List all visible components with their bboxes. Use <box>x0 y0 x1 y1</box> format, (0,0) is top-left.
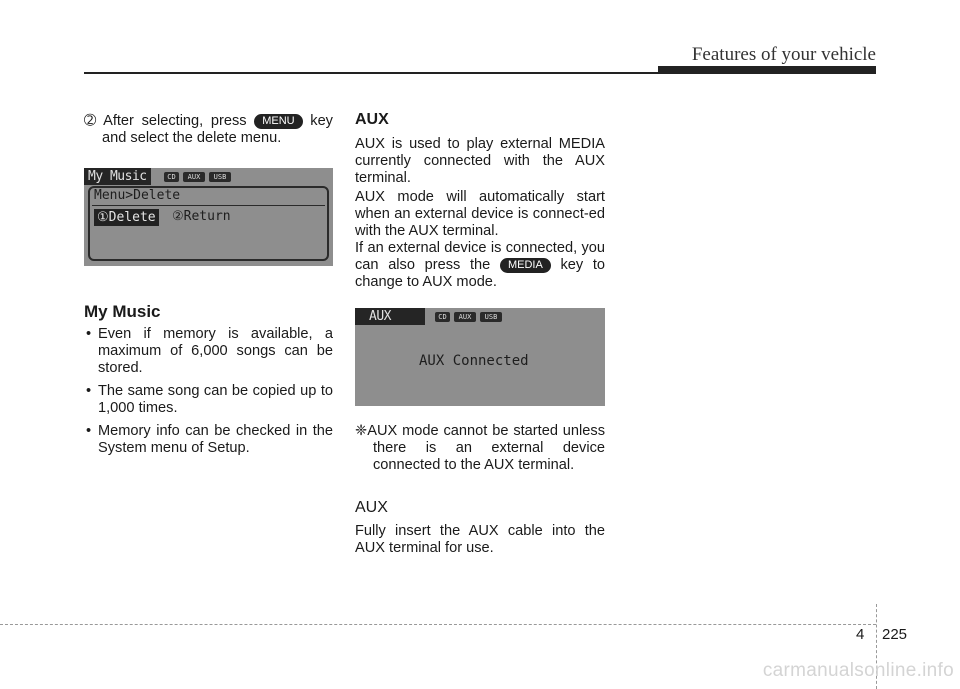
my-music-bullets <box>84 326 333 463</box>
screen-divider <box>92 205 325 206</box>
screen-tab-label: My Music <box>84 168 151 185</box>
delete-menu-screen <box>84 168 333 266</box>
header-rule <box>84 72 664 74</box>
aux-heading: AUX <box>355 111 389 128</box>
cd-badge: CD <box>164 172 179 182</box>
step-2-instruction <box>84 113 333 147</box>
aux-paragraph-1: AUX is used to play external MEDIA currently connected with the AUX terminal. <box>355 136 605 186</box>
watermark: carmanualsonline.info <box>762 660 954 681</box>
menu-key-label: MENU <box>254 114 302 129</box>
cd-badge: CD <box>435 312 450 322</box>
usb-badge: USB <box>480 312 502 322</box>
aux-paragraph-3-before: If an external device is connected, you can also press the <box>355 240 605 273</box>
aux-paragraph-3-after: key to change to AUX mode. <box>355 257 605 290</box>
footer-rule <box>0 624 876 625</box>
note-text: AUX mode cannot be started unless there is an external device connected to the AUX terminal. <box>367 423 605 473</box>
list-item: • The same song can be copied up to 1,000 times. <box>84 383 333 417</box>
page-number: 225 <box>882 626 908 643</box>
aux-subheading: AUX <box>355 499 388 516</box>
aux-paragraph-3 <box>355 240 605 291</box>
list-item: • Even if memory is available, a maximum of 6,000 songs can be stored. <box>84 326 333 377</box>
header-rule-accent <box>658 66 876 74</box>
step-text-after: key and select the delete menu. <box>102 113 333 146</box>
step-number: ➁ <box>84 113 97 129</box>
aux-connected-screen <box>355 308 605 406</box>
screen-tab-label: AUX <box>355 308 425 325</box>
chapter-number: 4 <box>856 626 865 643</box>
aux-subtext: Fully insert the AUX cable into the AUX terminal for use. <box>355 523 605 556</box>
aux-badge: AUX <box>454 312 476 322</box>
aux-badge: AUX <box>183 172 205 182</box>
aux-connected-status: AUX Connected <box>419 353 529 369</box>
screen-breadcrumb: Menu>Delete <box>94 188 181 203</box>
list-item: • Memory info can be checked in the System menu of Setup. <box>84 423 333 457</box>
usb-badge: USB <box>209 172 231 182</box>
aux-note <box>355 423 605 474</box>
my-music-heading: My Music <box>84 302 161 321</box>
step-text-before: After selecting, press <box>103 113 247 129</box>
media-key-label: MEDIA <box>500 258 551 273</box>
screen-return-option: ②Return <box>172 209 231 224</box>
note-symbol: ❈ <box>355 423 368 439</box>
aux-paragraph-2: AUX mode will automatically start when an external device is connect-ed with the AUX terminal. <box>355 189 605 239</box>
section-title: Features of your vehicle <box>691 44 876 65</box>
screen-delete-option: ①Delete <box>94 209 159 226</box>
